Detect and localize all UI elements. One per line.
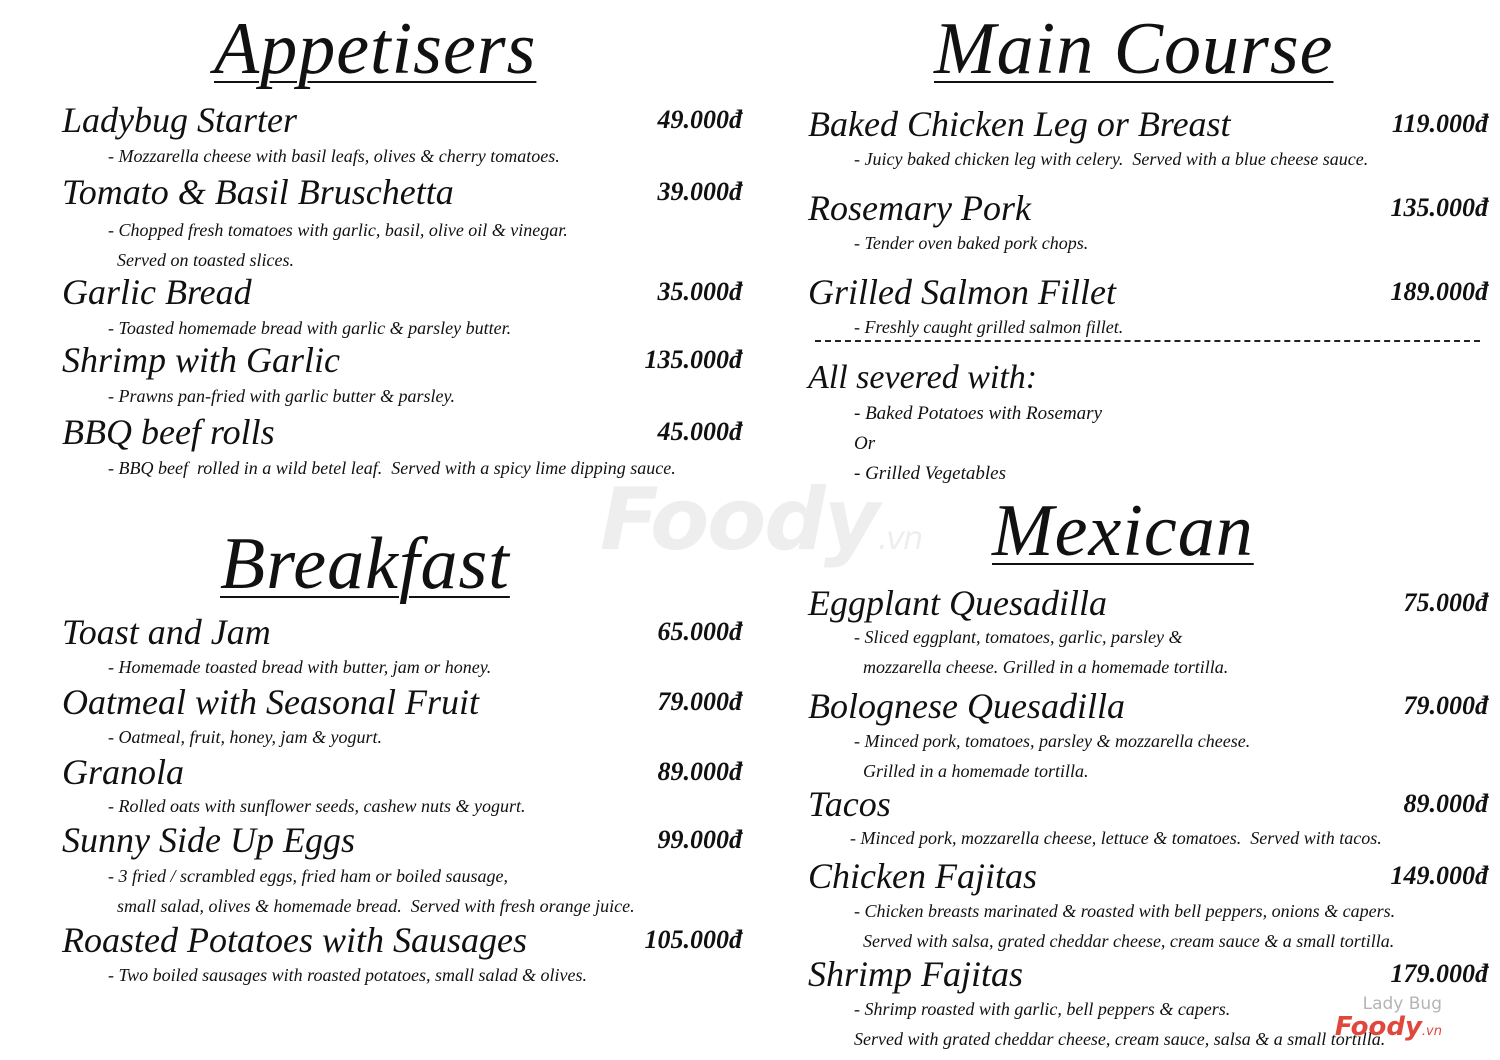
item-name: Chicken Fajitas — [808, 856, 1037, 896]
item-price: 89.000đ — [1403, 789, 1488, 818]
item-description: - Minced pork, mozzarella cheese, lettuce & tomatoes. Served with tacos. — [850, 828, 1382, 848]
served-with-option: - Baked Potatoes with Rosemary — [854, 403, 1103, 424]
item-price: 79.000đ — [657, 687, 742, 716]
item-description: - Juicy baked chicken leg with celery. Served with a blue cheese sauce. — [854, 149, 1369, 169]
item-price: 179.000đ — [1390, 959, 1488, 988]
item-price: 189.000đ — [1390, 277, 1488, 306]
item-name: Shrimp Fajitas — [808, 954, 1024, 994]
item-price: 105.000đ — [644, 925, 742, 954]
item-price: 149.000đ — [1390, 861, 1488, 890]
item-name: BBQ beef rolls — [62, 412, 275, 452]
breakfast-title: Breakfast — [220, 523, 510, 605]
item-name: Roasted Potatoes with Sausages — [62, 920, 527, 960]
item-description: - Toasted homemade bread with garlic & parsley butter. — [108, 318, 512, 338]
item-price: 65.000đ — [657, 617, 742, 646]
item-description: - Tender oven baked pork chops. — [854, 233, 1089, 253]
menu-item — [62, 172, 742, 272]
dashed-divider — [815, 340, 1480, 342]
served-with-option: - Grilled Vegetables — [854, 463, 1006, 484]
item-description: - BBQ beef rolled in a wild betel leaf. Served with a spicy lime dipping sauce. — [108, 458, 676, 478]
menu-item — [808, 272, 1488, 342]
watermark-suffix: .vn — [877, 519, 922, 557]
item-name: Baked Chicken Leg or Breast — [808, 104, 1231, 144]
menu-item — [62, 100, 742, 170]
menu-item — [808, 856, 1488, 956]
item-name: Shrimp with Garlic — [62, 340, 341, 380]
item-price: 135.000đ — [1390, 193, 1488, 222]
menu-item — [62, 920, 742, 990]
item-price: 89.000đ — [657, 757, 742, 786]
item-description: - Rolled oats with sunflower seeds, cashew nuts & yogurt. — [108, 796, 526, 816]
item-price: 49.000đ — [657, 105, 742, 134]
item-name: Toast and Jam — [62, 612, 271, 652]
item-name: Ladybug Starter — [62, 100, 298, 140]
item-description: - Chicken breasts marinated & roasted with bell peppers, onions & capers. Served with salsa, grated cheddar cheese, cream sauce & a small tortilla. — [854, 901, 1396, 951]
corner-suffix: .vn — [1421, 1024, 1442, 1039]
item-name: Tomato & Basil Bruschetta — [62, 172, 454, 212]
item-description: - Mozzarella cheese with basil leafs, olives & cherry tomatoes. — [108, 146, 560, 166]
item-description: - Prawns pan-fried with garlic butter & parsley. — [108, 386, 455, 406]
item-name: Sunny Side Up Eggs — [62, 820, 355, 860]
menu-item — [808, 686, 1488, 786]
item-description: - 3 fried / scrambled eggs, fried ham or boiled sausage, small salad, olives & homemade bread. Served with fresh orange juice. — [108, 866, 635, 916]
item-description: - Two boiled sausages with roasted potatoes, small salad & olives. — [108, 965, 588, 985]
item-description: - Chopped fresh tomatoes with garlic, basil, olive oil & vinegar. Served on toasted slices. — [108, 220, 568, 270]
item-name: Bolognese Quesadilla — [808, 686, 1125, 726]
menu-item — [808, 583, 1488, 683]
item-name: Oatmeal with Seasonal Fruit — [62, 682, 479, 722]
item-name: Tacos — [808, 784, 891, 824]
item-price: 39.000đ — [657, 177, 742, 206]
item-name: Eggplant Quesadilla — [808, 583, 1107, 623]
menu-item — [62, 612, 742, 682]
corner-brand: Foody — [1334, 1012, 1422, 1042]
served-with-heading: All severed with: — [808, 359, 1038, 396]
item-description: - Homemade toasted bread with butter, jam or honey. — [108, 657, 492, 677]
item-description: - Shrimp roasted with garlic, bell peppers & capers. Served with grated cheddar cheese, cream sauce, salsa & a small tortilla. — [854, 999, 1386, 1049]
appetisers-title: Appetisers — [214, 8, 537, 90]
item-price: 135.000đ — [644, 345, 742, 374]
menu-item — [62, 340, 742, 410]
main-course-title: Main Course — [934, 8, 1334, 90]
menu-item — [808, 188, 1488, 258]
item-price: 79.000đ — [1403, 691, 1488, 720]
corner-restaurant-name: Lady Bug — [1362, 994, 1442, 1014]
menu-item — [62, 682, 742, 752]
item-price: 99.000đ — [657, 825, 742, 854]
menu-item — [62, 820, 742, 920]
item-name: Granola — [62, 752, 185, 792]
menu-item — [62, 272, 742, 342]
foody-logo — [1335, 1012, 1442, 1042]
menu-item — [808, 784, 1488, 854]
item-name: Garlic Bread — [62, 272, 252, 312]
item-description: - Sliced eggplant, tomatoes, garlic, parsley & mozzarella cheese. Grilled in a homemade tortilla. — [854, 627, 1229, 677]
menu-item — [62, 752, 742, 822]
item-price: 119.000đ — [1391, 109, 1488, 138]
item-name: Rosemary Pork — [808, 188, 1031, 228]
watermark-brand: Foody — [600, 470, 878, 570]
item-description: - Freshly caught grilled salmon fillet. — [854, 317, 1124, 337]
item-description: - Oatmeal, fruit, honey, jam & yogurt. — [108, 727, 382, 747]
served-with-or: Or — [854, 433, 876, 454]
menu-item — [808, 104, 1488, 174]
item-price: 45.000đ — [657, 417, 742, 446]
menu-item — [62, 412, 742, 482]
item-price: 75.000đ — [1403, 588, 1488, 617]
item-price: 35.000đ — [657, 277, 742, 306]
mexican-title: Mexican — [992, 490, 1254, 572]
item-description: - Minced pork, tomatoes, parsley & mozzarella cheese. Grilled in a homemade tortilla. — [854, 731, 1251, 781]
item-name: Grilled Salmon Fillet — [808, 272, 1116, 312]
